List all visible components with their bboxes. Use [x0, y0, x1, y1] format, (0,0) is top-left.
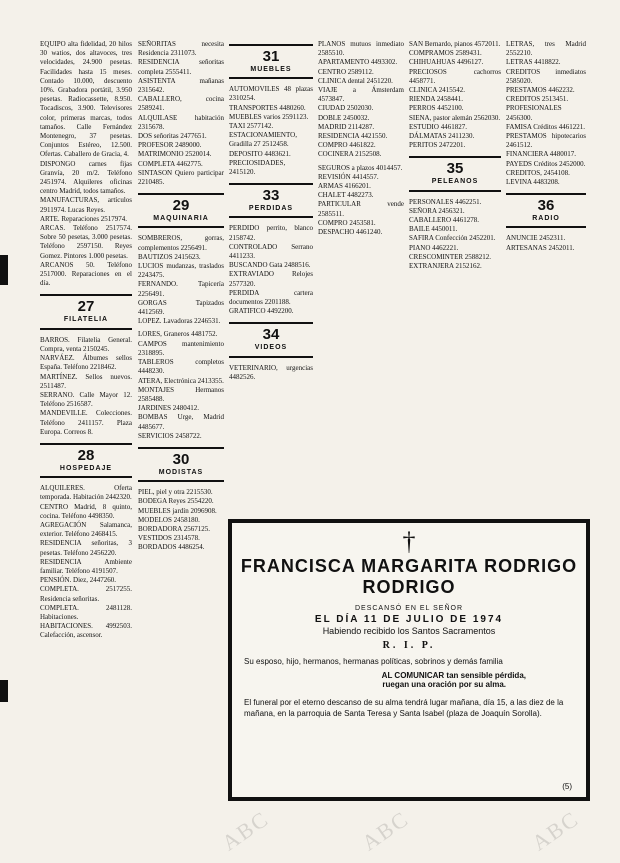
section-title: HOSPEDAJE — [59, 464, 113, 472]
classified-ad: SAFIRA Confección 2452201. — [409, 234, 496, 243]
classified-ad: SIENA, pastor alemán 2562030. — [409, 113, 501, 122]
classified-ad: LEVINA 4483208. — [506, 178, 560, 187]
classified-ad: COMPRO 2453581. — [318, 218, 376, 227]
classified-ad: MARTÍNEZ. Sellos nuevos. 2511487. — [40, 372, 132, 390]
section-header-35 — [409, 156, 501, 191]
classified-ad: TAXI 2577142. — [229, 122, 274, 131]
classified-ad: PRESTAMOS hipotecarios 2461512. — [506, 132, 586, 150]
death-date: EL DÍA 11 DE JULIO DE 1974 — [314, 614, 504, 625]
classified-ad: PROFESOR 2489000. — [138, 141, 202, 150]
classified-ad: MANUFACTURAS, artículos 2911974. Lucas Reyes. — [40, 196, 132, 214]
classified-ad: PIEL, piel y otra 2215530. — [138, 488, 213, 497]
classified-ad: PERDIDA cartera documentos 2201188. — [229, 288, 313, 307]
classified-ad: ATERA, Electrónica 2413355. — [138, 376, 224, 385]
classified-ad: MODELOS 2458180. — [138, 515, 200, 524]
classified-ad: CAMPOS mantenimiento 2318895. — [138, 339, 224, 357]
classified-ad: COCINERA 2152508. — [318, 150, 382, 159]
section-number: 33 — [262, 187, 280, 205]
section-header-modistas — [138, 447, 224, 482]
section-title: MUEBLES — [250, 66, 292, 73]
classified-ad: PERDIDO perrito, blanco 2158742. — [229, 224, 313, 242]
classified-ad: COMPLETA. 2481128. Habitaciones. — [40, 603, 132, 621]
section-number: 34 — [262, 326, 280, 344]
section-header-perdidas — [229, 183, 313, 218]
classified-ad: CRESCOMINTER 2588212. — [409, 252, 492, 261]
classified-ad: COMPLETA. 2517255. Residencia señoritas. — [40, 585, 132, 603]
classified-ad: HABITACIONES. 4992503. Calefacción, ascensor. — [40, 622, 132, 640]
classified-ad: FERNANDO. Tapicería 2256491. — [138, 280, 224, 298]
section-header-hospedaje — [40, 443, 132, 478]
section-title: VIDEOS — [254, 344, 288, 352]
classified-ad: ALQUILASE habitación 2315678. — [138, 113, 224, 131]
section-header-radio — [506, 193, 586, 228]
classified-ad: DÁLMATAS 2411230. — [409, 132, 475, 141]
classified-ad: CREDITOS 2513451. — [506, 95, 569, 104]
classified-ad: PERROS 4452100. — [409, 104, 464, 113]
section-header-filatelia — [40, 294, 132, 329]
classified-ad: SEÑORITAS necesita Residencia 2311073. — [138, 40, 224, 58]
classified-ad: FINANCIERA 4480017. — [506, 150, 577, 159]
section-title: FILATELIA — [63, 316, 109, 324]
classified-ad: SEGUROS a plazos 4014457. — [318, 163, 403, 172]
classified-ad: RESIDENCIA señoritas, 3 pesetas. Teléfono 2456220. — [40, 539, 132, 557]
classified-ad: COMPLETA 4462775. — [138, 159, 203, 168]
classified-ad: COMPRAMOS 2589431. — [409, 49, 482, 58]
classified-ad: MADRID 2114287. — [318, 122, 375, 131]
section-header-muebles — [229, 44, 313, 79]
classified-ad: DISPONGO carnes fijas Granvía, 20 m/2. Teléfono 2451974. Alquileres oficinas centro Madrid, todos tamaños. — [40, 159, 132, 196]
classified-ad: BORDADOS 4486254. — [138, 543, 205, 552]
watermark: ABC — [527, 805, 584, 856]
classified-ad: LETRAS, tres Madrid 2552210. — [506, 40, 586, 58]
classified-ad: PRECIOSOS cachorros 4458771. — [409, 67, 501, 85]
classified-ad: BORDADORA 2567125. — [138, 524, 210, 533]
classified-ad: MONTAJES Hermanos 2585488. — [138, 385, 224, 403]
classified-ad: PAYEDS Créditos 2452000. — [506, 159, 586, 168]
classified-ad: PRESTAMOS 4462232. — [506, 86, 575, 95]
sacraments-line: Habiendo recibido los Santos Sacramentos — [322, 626, 496, 636]
classified-ad: AUTOMOVILES 48 plazas 2310254. — [229, 85, 313, 103]
scan-edge-mark — [0, 680, 8, 702]
classified-ad: ARTESANAS 2452011. — [506, 243, 575, 252]
classified-ad: LORES, Graneros 4481752. — [138, 330, 218, 339]
deceased-name: FRANCISCA MARGARITA RODRIGO — [240, 556, 578, 576]
classified-ad: MANDEVILLE. Colecciones. Teléfono 2411157. Plaza Europa. Correos 8. — [40, 409, 132, 436]
classified-ad: RESIDENCIA 4421550. — [318, 132, 388, 141]
section-title: PELEANOS — [431, 178, 479, 186]
classified-ad: EXTRAVIADO Relojes 2577320. — [229, 270, 313, 288]
classified-ad: MATRIMONIO 2520014. — [138, 150, 212, 159]
classified-ad: VETERINARIO, urgencias 4482526. — [229, 363, 313, 381]
watermark: ABC — [357, 805, 414, 856]
classified-ad: CLINICA 2415542. — [409, 86, 465, 95]
classified-ad: ESTACIONAMIENTO, Gradilla 27 2512458. — [229, 131, 297, 149]
section-number: 30 — [172, 450, 190, 468]
classified-ad: ARCANOS 50. Teléfono 2517000. Reparaciones en el día. — [40, 260, 132, 288]
classified-ad: VIAJE a Ámsterdam 4573847. — [318, 86, 404, 104]
classified-ad: SERRANO. Calle Mayor 12. Teléfono 2516587. — [40, 390, 132, 409]
scan-edge-mark — [0, 255, 8, 285]
classified-ad: SINTASON Quiero participar 2210485. — [138, 168, 224, 187]
classified-ad: FAMISA Créditos 4461221. — [506, 122, 586, 131]
classified-ad: PLANOS mutuos inmediato 2585510. — [318, 40, 404, 58]
classified-ad: ARMAS 4166201. — [318, 182, 371, 191]
classified-ad: TABLEROS completos 4448230. — [138, 358, 224, 376]
classified-ad: RESIDENCIA señoritas completa 2555411. — [138, 58, 224, 76]
classified-ad: RIENDA 2458441. — [409, 95, 464, 104]
classified-ad: CREDITOS inmediatos 2585020. — [506, 67, 586, 85]
classified-ad: RESIDENCIA Ambiente familiar. Teléfono 4191507. — [40, 557, 132, 575]
classified-ad: BOMBAS Urge, Madrid 4485677. — [138, 413, 224, 431]
classified-ad: ALQUILERES. Oferta temporada. Habitación 2442320. — [40, 484, 132, 502]
obituary-notice — [228, 519, 590, 801]
classified-ad: CENTRO Madrid, 8 quinto, cocina. Teléfono 4498350. — [40, 502, 132, 520]
classified-ad: REVISIÓN 4414557. — [318, 172, 379, 181]
classified-ad: NARVÁEZ. Álbumes sellos España. Teléfono 2218462. — [40, 354, 132, 372]
section-number: 31 — [262, 48, 280, 65]
section-number: 35 — [446, 160, 464, 178]
classified-ad: JARDINES 2480412. — [138, 404, 200, 413]
classified-ad: PERITOS 2472201. — [409, 141, 466, 150]
column-2 — [138, 40, 224, 553]
classified-ad: CIUDAD 2502030. — [318, 104, 374, 113]
section-number: 28 — [77, 446, 95, 464]
classified-ad: LOPEZ. Lavadoras 2246531. — [138, 317, 221, 326]
column-1 — [40, 40, 132, 641]
classified-ad: PROFESIONALES 2456300. — [506, 104, 562, 122]
classified-ad: CENTRO 2589112. — [318, 67, 374, 76]
deceased-surname: RODRIGO — [362, 577, 456, 597]
classified-ad: SOMBREROS, gorras, complementos 2256491. — [138, 234, 224, 252]
section-number: 27 — [77, 298, 95, 316]
rip-line: R. I. P. — [382, 640, 436, 651]
classified-ad: SEÑORA 2456321. — [409, 206, 465, 215]
watermark: ABC — [217, 805, 274, 856]
classified-ad: EXTRANJERA 2152162. — [409, 262, 482, 271]
classified-ad: PRECIOSIDADES, 2415120. — [229, 158, 286, 177]
classified-ad: TRANSPORTES 4480260. — [229, 103, 306, 112]
classified-ad: PENSIÓN. Diez, 2447260. — [40, 576, 117, 585]
cross-icon: † — [402, 527, 416, 556]
classified-ad: SERVICIOS 2458722. — [138, 431, 202, 440]
funeral-details: El funeral por el eterno descanso de su alma tendrá lugar mañana, día 15, a las diez de la mañana, en la parroquia de Santa Teresa y Santa Isabel (plaza de Joaquín Sorolla). — [244, 698, 564, 718]
classified-ad: CLINICA dental 2451220. — [318, 76, 393, 85]
classified-ad: ESTUDIO 4461827. — [409, 122, 467, 131]
classified-ad: MUEBLES varios 2591123. — [229, 112, 309, 121]
column-6 — [506, 40, 586, 518]
classified-ad: MUEBLES jardín 2096908. — [138, 506, 217, 515]
classified-ad: GRATIFICO 4492200. — [229, 307, 294, 316]
column-3 — [229, 40, 313, 518]
classified-ad: ANUNCIE 2452311. — [506, 234, 566, 243]
section-title: MODISTAS — [158, 468, 204, 476]
column-4 — [318, 40, 404, 518]
classified-ad: BARROS. Filatelia General. Compra, venta 2150245. — [40, 335, 132, 353]
ad-reference: (5) — [562, 782, 572, 791]
classified-ad: BODEGA Reyes 2554220. — [138, 497, 214, 506]
classified-ad: EQUIPO alta fidelidad, 20 hilos 30 watios, dos altavoces, tres velocidades, 24.900 pesetas. Facilidades hasta 15 meses. Contado 10.000, descuento 10%. Grabadora portátil, 3.950 pesetas. Radiocassette, 8.950. Tocadiscos, 3.900. Televisores color, primeras marcas, todos tamaños. Calle Fernández Montenegro, 37 pesetas. Conjuntos Estéreo, 12.500. Ofertas. Caballero de Gracia, 4. — [40, 40, 132, 159]
communication-line: AL COMUNICAR tan sensible pérdida, — [381, 671, 526, 680]
classified-ad: BAUTIZOS 2415623. — [138, 252, 201, 261]
section-number: 29 — [172, 197, 190, 215]
classified-ad: SAN Bernardo, pianos 4572011. — [409, 40, 501, 48]
classified-ad: ASISTENTA mañanas 2315642. — [138, 76, 224, 95]
classified-ad: DOS señoritas 2477651. — [138, 132, 207, 141]
classified-ad: LETRAS 4418822. — [506, 58, 561, 67]
classified-ad: GORGAS Tapizados 4412569. — [138, 298, 224, 317]
section-header-maquinaria — [138, 193, 224, 228]
classified-ad: CHALET 4482273. — [318, 191, 374, 200]
classified-ad: AGREGACIÓN Salamanca, exterior. Teléfono 2468415. — [40, 520, 132, 539]
classified-ad: CABALLERO, cocina 2589241. — [138, 95, 224, 113]
classified-ad: PIANO 4462221. — [409, 243, 459, 252]
classified-ad: BUSCANDO Gata 2488516. — [229, 261, 311, 270]
classified-ad: ARCAS. Teléfono 2517574. Sobre 50 pesetas, 3.000 pesetas. Teléfono 2597150. Reyes Gomez. Pintores 1.000 pesetas. — [40, 224, 132, 260]
classified-ad: DEPOSITO 4483621. — [229, 149, 291, 158]
section-number: 36 — [537, 197, 555, 215]
classified-ad: PARTICULAR vende 2585511. — [318, 200, 404, 218]
section-header-videos — [229, 322, 313, 357]
classified-ad: PERSONALES 4462251. — [409, 197, 482, 206]
classified-ad: LUCIOS mudanzas, traslados 2243475. — [138, 262, 224, 280]
classified-ad: CABALLERO 4461278. — [409, 216, 479, 225]
section-title: RADIO — [532, 215, 560, 223]
classified-ad: CREDITOS, 2454108. — [506, 168, 570, 177]
classified-ad: VESTIDOS 2314578. — [138, 534, 200, 543]
classified-ad: APARTAMENTO 4493302. — [318, 58, 398, 67]
classified-ad: COMPRO 4461822. — [318, 141, 376, 150]
classified-ad: CONTROLADO Serrano 4411233. — [229, 242, 313, 261]
column-5 — [409, 40, 501, 518]
classified-ad: DOBLE 2450032. — [318, 113, 370, 122]
descanso-line: DESCANSÓ EN EL SEÑOR — [354, 605, 464, 612]
classified-ad: BAILE 4450011. — [409, 225, 458, 234]
family-line: Su esposo, hijo, hermanos, hermanas políticas, sobrinos y demás familia — [244, 657, 503, 666]
classified-ad: CHIHUAHUAS 4496127. — [409, 58, 484, 67]
prayer-request: ruegan una oración por su alma. — [382, 680, 506, 689]
section-title: PERDIDAS — [248, 205, 294, 213]
classified-ad: DESPACHO 4461240. — [318, 228, 383, 237]
classified-ad: ARTE. Reparaciones 2517974. — [40, 214, 128, 223]
section-title: MAQUINARIA — [153, 215, 209, 223]
